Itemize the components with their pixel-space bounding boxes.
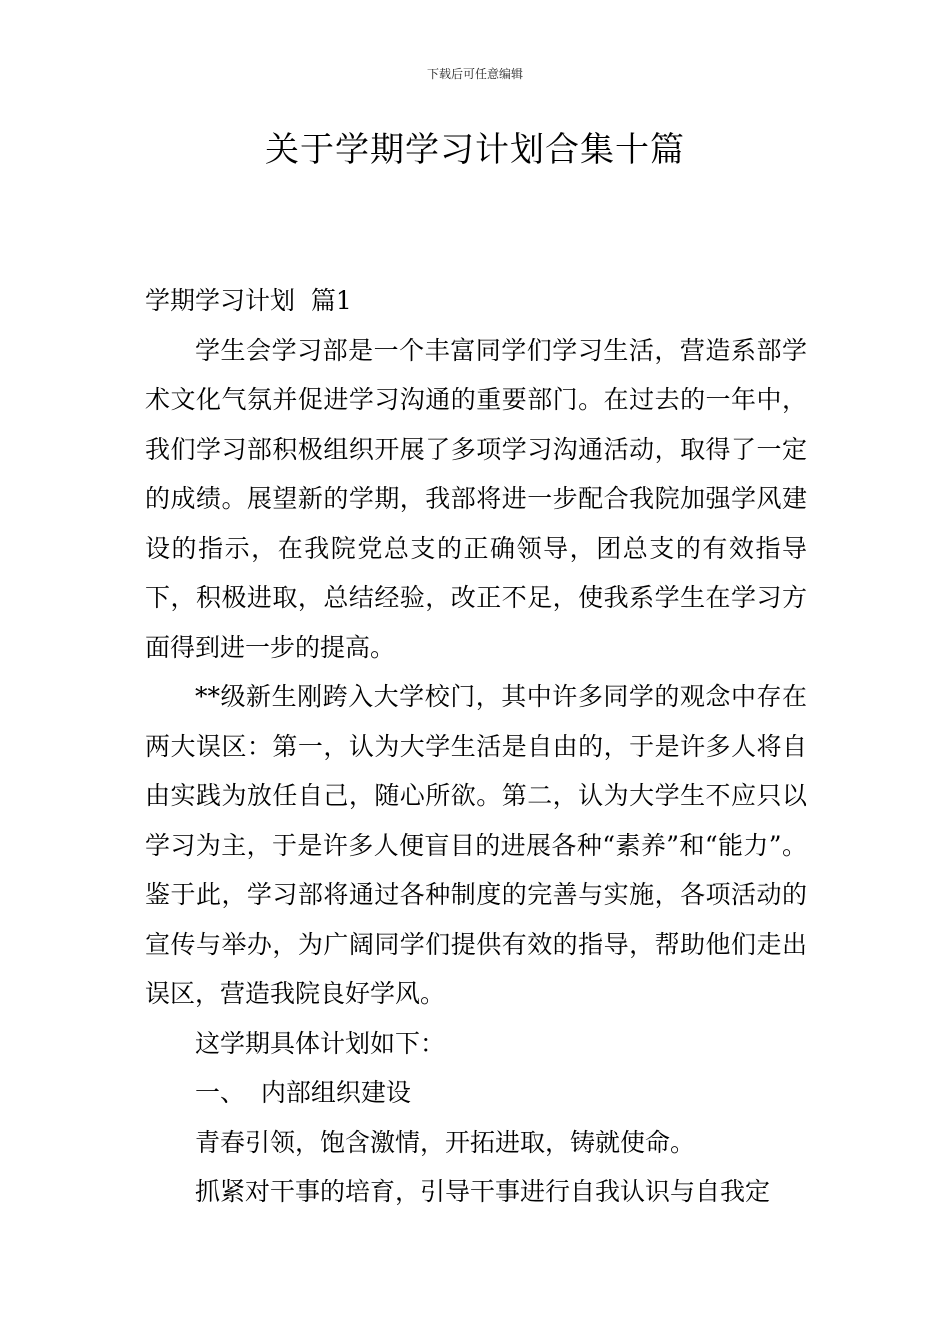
body-paragraph: 抓紧对干事的培育，引导干事进行自我认识与自我定 — [195, 1177, 771, 1206]
document-title: 关于学期学习计划合集十篇 — [265, 130, 685, 170]
body-paragraph: 学生会学习部是一个丰富同学们学习生活，营造系部学术文化气氛并促进学习沟通的重要部门。在过去的一年中，我们学习部积极组织开展了多项学习沟通活动，取得了一定的成绩。展望新的学期，我部将进一步配合我院加强学风建设的指示，在我院党总支的正确领导，团总支的有效指导下，积极进取，总结经验，改正不足，使我系学生在学习方面得到进一步的提高。 — [145, 335, 807, 662]
subsection-heading: 一、 内部组织建设 — [195, 1078, 411, 1107]
header-note: 下载后可任意编辑 — [426, 67, 523, 81]
body-paragraph: **级新生刚跨入大学校门，其中许多同学的观念中存在两大误区：第一，认为大学生活是自由的，于是许多人将自由实践为放任自己，随心所欲。第二，认为大学生不应只以学习为主，于是许多人便盲目的进展各种“素养”和“能力”。鉴于此，学习部将通过各种制度的完善与实施，各项活动的宣传与举办，为广阔同学们提供有效的指导，帮助他们走出误区，营造我院良好学风。 — [145, 682, 807, 1008]
section-heading: 学期学习计划 篇1 — [145, 286, 352, 315]
document-body — [145, 276, 807, 1217]
body-paragraph: 青春引领，饱含激情，开拓进取，铸就使命。 — [195, 1127, 696, 1157]
body-paragraph: 这学期具体计划如下： — [195, 1028, 446, 1058]
